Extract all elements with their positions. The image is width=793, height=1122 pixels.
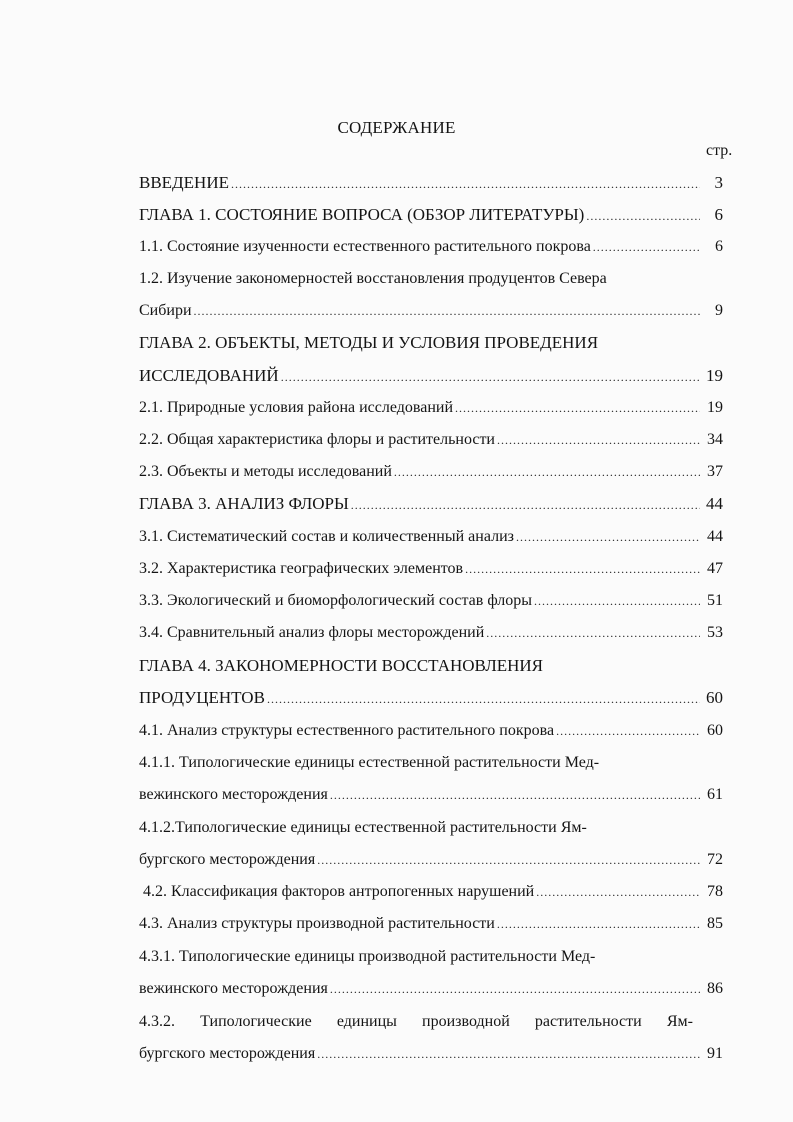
leader-dots (556, 721, 700, 741)
toc-entry[interactable] (139, 979, 723, 999)
toc-entry-page: 44 (707, 528, 723, 545)
leader-dots (281, 367, 700, 387)
toc-entry-text: ГЛАВА 1. СОСТОЯНИЕ ВОПРОСА (ОБЗОР ЛИТЕРАТУРЫ) (139, 205, 585, 224)
toc-entry-text: 3.4. Сравнительный анализ флоры месторождений (139, 624, 485, 641)
toc-entry-text: 4.2. Классификация факторов антропогенных нарушений (143, 883, 535, 900)
toc-entry[interactable] (139, 850, 723, 870)
toc-entry-text: 4.1. Анализ структуры естественного растительного покрова (139, 722, 555, 739)
leader-dots (516, 527, 700, 547)
toc-entry-text: 3.1. Систематический состав и количественный анализ (139, 528, 514, 545)
toc-entry[interactable] (139, 205, 723, 226)
toc-entry-page: 86 (707, 980, 723, 997)
toc-entry-page: 60 (706, 688, 723, 707)
toc-entry[interactable] (139, 591, 723, 611)
toc-entry[interactable] (139, 237, 723, 257)
toc-entry[interactable] (139, 527, 723, 547)
toc-entry-page: 6 (714, 205, 723, 224)
toc-entry-text: ГЛАВА 3. АНАЛИЗ ФЛОРЫ (139, 494, 349, 513)
toc-entry-text: бургского месторождения (139, 1045, 316, 1062)
page-column-label: стр. (706, 142, 733, 159)
toc-entry-text: 2.1. Природные условия района исследований (139, 399, 454, 416)
toc-entry-page: 47 (707, 560, 723, 577)
leader-dots (534, 591, 700, 611)
toc-entry-page: 51 (707, 592, 723, 609)
leader-dots (465, 559, 700, 579)
toc-entry-page: 37 (707, 463, 723, 480)
toc-entry[interactable] (139, 785, 723, 805)
toc-entry-first-line[interactable]: 4.1.2.Типологические единицы естественной растительности Ям- (139, 819, 587, 836)
toc-entry[interactable] (139, 301, 723, 321)
leader-dots (586, 206, 700, 226)
toc-entry-page: 53 (707, 624, 723, 641)
toc-entry[interactable] (143, 882, 723, 902)
toc-entry[interactable] (139, 366, 723, 387)
toc-entry-page: 3 (714, 173, 723, 192)
leader-dots (497, 914, 700, 934)
toc-entry-page: 60 (707, 722, 723, 739)
toc-entry-page: 61 (707, 786, 723, 803)
toc-entry-text: 2.3. Объекты и методы исследований (139, 463, 392, 480)
toc-entry[interactable] (139, 173, 723, 194)
toc-entry-text: 3.3. Экологический и биоморфологический состав флоры (139, 592, 533, 609)
toc-entry-first-line[interactable]: ГЛАВА 4. ЗАКОНОМЕРНОСТИ ВОССТАНОВЛЕНИЯ (139, 656, 544, 675)
leader-dots (231, 174, 700, 194)
toc-entry-text: Сибири (139, 302, 192, 319)
toc-entry-text: 3.2. Характеристика географических элементов (139, 560, 464, 577)
toc-entry[interactable] (139, 559, 723, 579)
toc-entry[interactable] (139, 430, 723, 450)
toc-entry[interactable] (139, 721, 723, 741)
toc-entry-page: 91 (707, 1045, 723, 1062)
toc-entry[interactable] (139, 1044, 723, 1064)
toc-entry[interactable] (139, 623, 723, 643)
leader-dots (455, 398, 700, 418)
toc-entry-page: 72 (707, 851, 723, 868)
toc-entry-page: 78 (707, 883, 723, 900)
leader-dots (593, 237, 700, 257)
leader-dots (486, 623, 700, 643)
toc-entry[interactable] (139, 462, 723, 482)
toc-entry-first-line[interactable]: 4.3.2. Типологические единицы производной растительности Ям- (139, 1013, 693, 1030)
toc-entry-text: вежинского месторождения (139, 786, 328, 803)
leader-dots (267, 689, 700, 709)
toc-entry-page: 19 (706, 366, 723, 385)
toc-entry-first-line[interactable]: 4.3.1. Типологические единицы производной растительности Мед- (139, 948, 596, 965)
leader-dots (194, 301, 701, 321)
leader-dots (317, 850, 700, 870)
toc-entry-page: 9 (715, 302, 723, 319)
toc-entry-page: 44 (706, 494, 723, 513)
toc-entry-first-line[interactable]: 1.2. Изучение закономерностей восстановления продуцентов Севера (139, 270, 607, 287)
toc-entry-first-line[interactable]: 4.1.1. Типологические единицы естественной растительности Мед- (139, 754, 600, 771)
leader-dots (351, 495, 700, 515)
toc-entry[interactable] (139, 914, 723, 934)
toc-entry-text: бургского месторождения (139, 851, 316, 868)
toc-entry-text: ПРОДУЦЕНТОВ (139, 688, 265, 707)
leader-dots (497, 430, 700, 450)
toc-entry[interactable] (139, 688, 723, 709)
toc-entry-page: 6 (715, 238, 723, 255)
toc-entry[interactable] (139, 398, 723, 418)
leader-dots (317, 1044, 700, 1064)
leader-dots (330, 785, 700, 805)
toc-entry[interactable] (139, 494, 723, 515)
toc-entry-text: ВВЕДЕНИЕ (139, 173, 229, 192)
toc-entry-first-line[interactable]: ГЛАВА 2. ОБЪЕКТЫ, МЕТОДЫ И УСЛОВИЯ ПРОВЕДЕНИЯ (139, 333, 599, 352)
toc-entry-text: 2.2. Общая характеристика флоры и растительности (139, 431, 495, 448)
leader-dots (536, 882, 700, 902)
page-title: СОДЕРЖАНИЕ (337, 118, 456, 137)
leader-dots (394, 462, 700, 482)
toc-entry-page: 19 (707, 399, 723, 416)
toc-entry-text: 1.1. Состояние изученности естественного растительного покрова (139, 238, 591, 255)
toc-entry-text: ИССЛЕДОВАНИЙ (139, 366, 279, 385)
toc-entry-page: 34 (707, 431, 723, 448)
toc-entry-page: 85 (707, 915, 723, 932)
toc-entry-text: вежинского месторождения (139, 980, 328, 997)
toc-entry-text: 4.3. Анализ структуры производной растительности (139, 915, 495, 932)
leader-dots (330, 979, 700, 999)
